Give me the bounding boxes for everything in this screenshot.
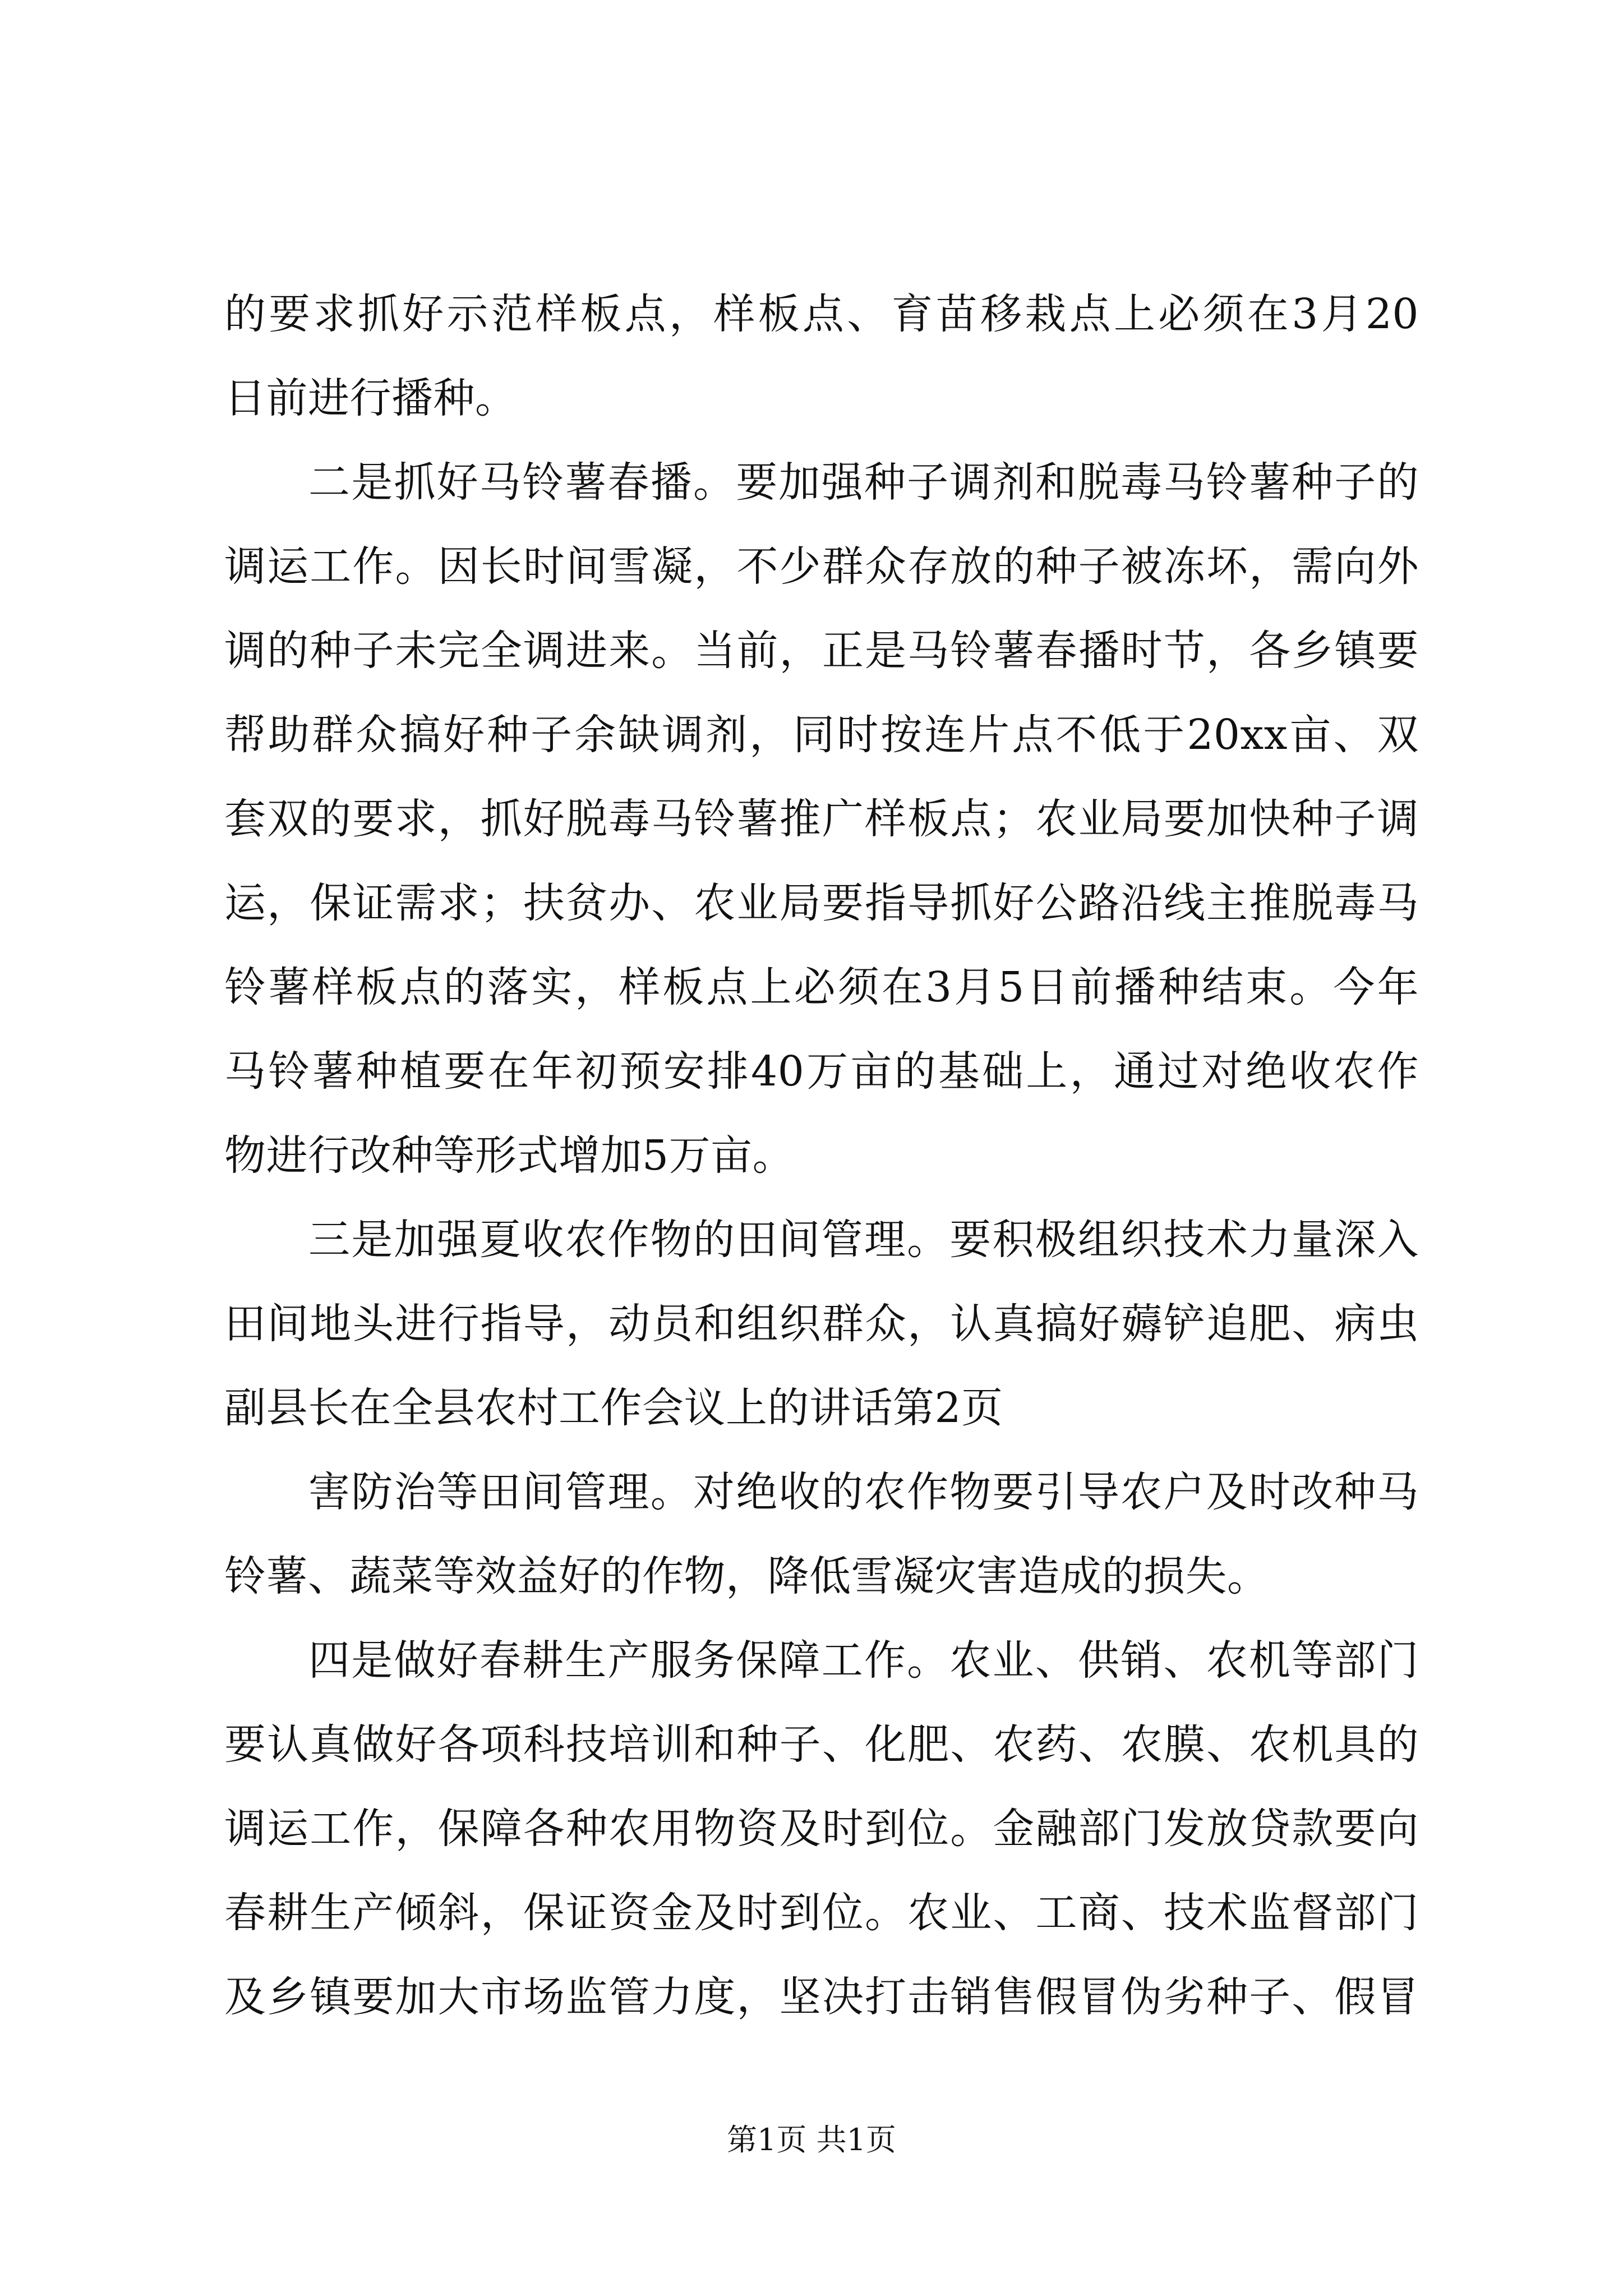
text-line: 三是加强夏收农作物的田间管理。要积极组织技术力量深入 xyxy=(308,1216,1419,1264)
text-line: 四是做好春耕生产服务保障工作。农业、供销、农机等部门 xyxy=(308,1636,1419,1685)
text-line: 副县长在全县农村工作会议上的讲话第2页 xyxy=(224,1384,1003,1432)
text-line: 及乡镇要加大市场监管力度，坚决打击销售假冒伪劣种子、假冒 xyxy=(224,1973,1419,2021)
text-line: 调运工作，保障各种农用物资及时到位。金融部门发放贷款要向 xyxy=(224,1805,1419,1853)
text-line: 春耕生产倾斜，保证资金及时到位。农业、工商、技术监督部门 xyxy=(224,1889,1419,1937)
text-line: 调的种子未完全调进来。当前，正是马铃薯春播时节，各乡镇要 xyxy=(224,627,1419,675)
text-line: 调运工作。因长时间雪凝，不少群众存放的种子被冻坏，需向外 xyxy=(224,542,1419,591)
text-line: 套双的要求，抓好脱毒马铃薯推广样板点；农业局要加快种子调 xyxy=(224,795,1419,843)
text-line: 的要求抓好示范样板点，样板点、育苗移栽点上必须在3月20 xyxy=(224,290,1419,338)
text-line: 田间地头进行指导，动员和组织群众，认真搞好薅铲追肥、病虫 xyxy=(224,1300,1419,1348)
page-footer: 第1页 共1页 xyxy=(727,2122,896,2157)
text-line: 物进行改种等形式增加5万亩。 xyxy=(224,1131,795,1180)
text-line: 要认真做好各项科技培训和种子、化肥、农药、农膜、农机具的 xyxy=(224,1720,1419,1769)
document-body xyxy=(224,286,1419,2053)
text-line: 害防治等田间管理。对绝收的农作物要引导农户及时改种马 xyxy=(308,1468,1419,1516)
text-line: 铃薯样板点的落实，样板点上必须在3月5日前播种结束。今年 xyxy=(224,963,1419,1011)
text-line: 运，保证需求；扶贫办、农业局要指导抓好公路沿线主推脱毒马 xyxy=(224,879,1419,927)
text-line: 铃薯、蔬菜等效益好的作物，降低雪凝灾害造成的损失。 xyxy=(224,1552,1269,1600)
text-line: 日前进行播种。 xyxy=(224,374,517,422)
text-line: 二是抓好马铃薯春播。要加强种子调剂和脱毒马铃薯种子的 xyxy=(308,458,1419,507)
text-line: 马铃薯种植要在年初预安排40万亩的基础上，通过对绝收农作 xyxy=(224,1047,1419,1096)
text-line: 帮助群众搞好种子余缺调剂，同时按连片点不低于20xx亩、双 xyxy=(224,711,1419,759)
